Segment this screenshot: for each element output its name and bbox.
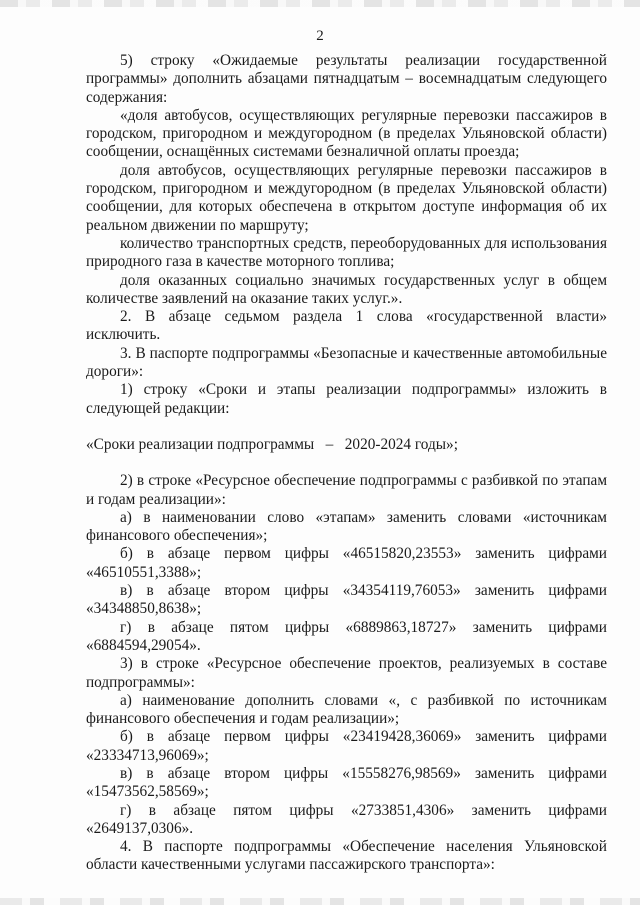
paragraph-terms-stages: 1) строку «Сроки и этапы реализации подпрограммы» изложить в следующей редакции: bbox=[86, 381, 607, 417]
paragraph-projects-resource: 3) в строке «Ресурсное обеспечение проектов, реализуемых в составе подпрограммы»: bbox=[86, 655, 607, 691]
paragraph-b-first: б) в абзаце первом цифры «46515820,23553» заменить цифрами «46510551,3388»; bbox=[86, 545, 607, 581]
period-line: «Сроки реализации подпрограммы – 2020-2024 годы»; bbox=[86, 435, 458, 453]
paragraph-transport-subprogram: 4. В паспорте подпрограммы «Обеспечение населения Ульяновской области качественными услугами пассажирского транспорта»: bbox=[86, 838, 607, 874]
document-body bbox=[86, 52, 607, 875]
scan-edge-top bbox=[0, 0, 640, 7]
scan-edge-bottom bbox=[0, 898, 640, 905]
paragraph-section1-exclude: 2. В абзаце седьмом раздела 1 слова «государственной власти» исключить. bbox=[86, 308, 607, 344]
paragraph-item5-expected-results: 5) строку «Ожидаемые результаты реализации государственной программы» дополнить абзацами пятнадцатым – восемнадцатым следующего содержания: bbox=[86, 52, 607, 106]
paragraph-b-projects-first: б) в абзаце первом цифры «23419428,36069» заменить цифрами «23334713,96069»; bbox=[86, 728, 607, 764]
paragraph-g-projects-fifth: г) в абзаце пятом цифры «2733851,4306» заменить цифрами «2649137,0306». bbox=[86, 801, 607, 837]
paragraph-gas-vehicles: количество транспортных средств, переоборудованных для использования природного газа в качестве моторного топлива; bbox=[86, 234, 607, 271]
paragraph-a-rename: а) в наименовании слово «этапам» заменить словами «источникам финансового обеспечения»; bbox=[86, 508, 607, 545]
paragraph-resource-provision: 2) в строке «Ресурсное обеспечение подпрограммы с разбивкой по этапам и годам реализации»: bbox=[86, 472, 607, 508]
paragraph-v-projects-second: в) в абзаце втором цифры «15558276,98569» заменить цифрами «15473562,58569»; bbox=[86, 764, 607, 801]
paragraph-realtime-buses: доля автобусов, осуществляющих регулярные перевозки пассажиров в городском, пригородном и междугородном (в пределах Ульяновской области) сообщении, для которых обеспечена в открытом доступе информация об их реальном движении по маршруту; bbox=[86, 161, 607, 234]
paragraph-roads-subprogram: 3. В паспорте подпрограммы «Безопасные и качественные автомобильные дороги»: bbox=[86, 344, 607, 381]
paragraph-a-name-supplement: а) наименование дополнить словами «, с разбивкой по источникам финансового обеспечения и годам реализации»; bbox=[86, 691, 607, 728]
paragraph-g-fifth: г) в абзаце пятом цифры «6889863,18727» заменить цифрами «6884594,29054». bbox=[86, 618, 607, 654]
paragraph-v-second: в) в абзаце втором цифры «34354119,76053» заменить цифрами «34348850,8638»; bbox=[86, 582, 607, 618]
paragraph-cashless-buses: «доля автобусов, осуществляющих регулярные перевозки пассажиров в городском, пригородном и междугородном (в пределах Ульяновской области) сообщении, оснащённых системами безналичной оплаты проезда; bbox=[86, 106, 607, 161]
page-number: 2 bbox=[316, 28, 324, 44]
paragraph-social-services: доля оказанных социально значимых государственных услуг в общем количестве заявлений на оказание таких услуг.». bbox=[86, 271, 607, 307]
